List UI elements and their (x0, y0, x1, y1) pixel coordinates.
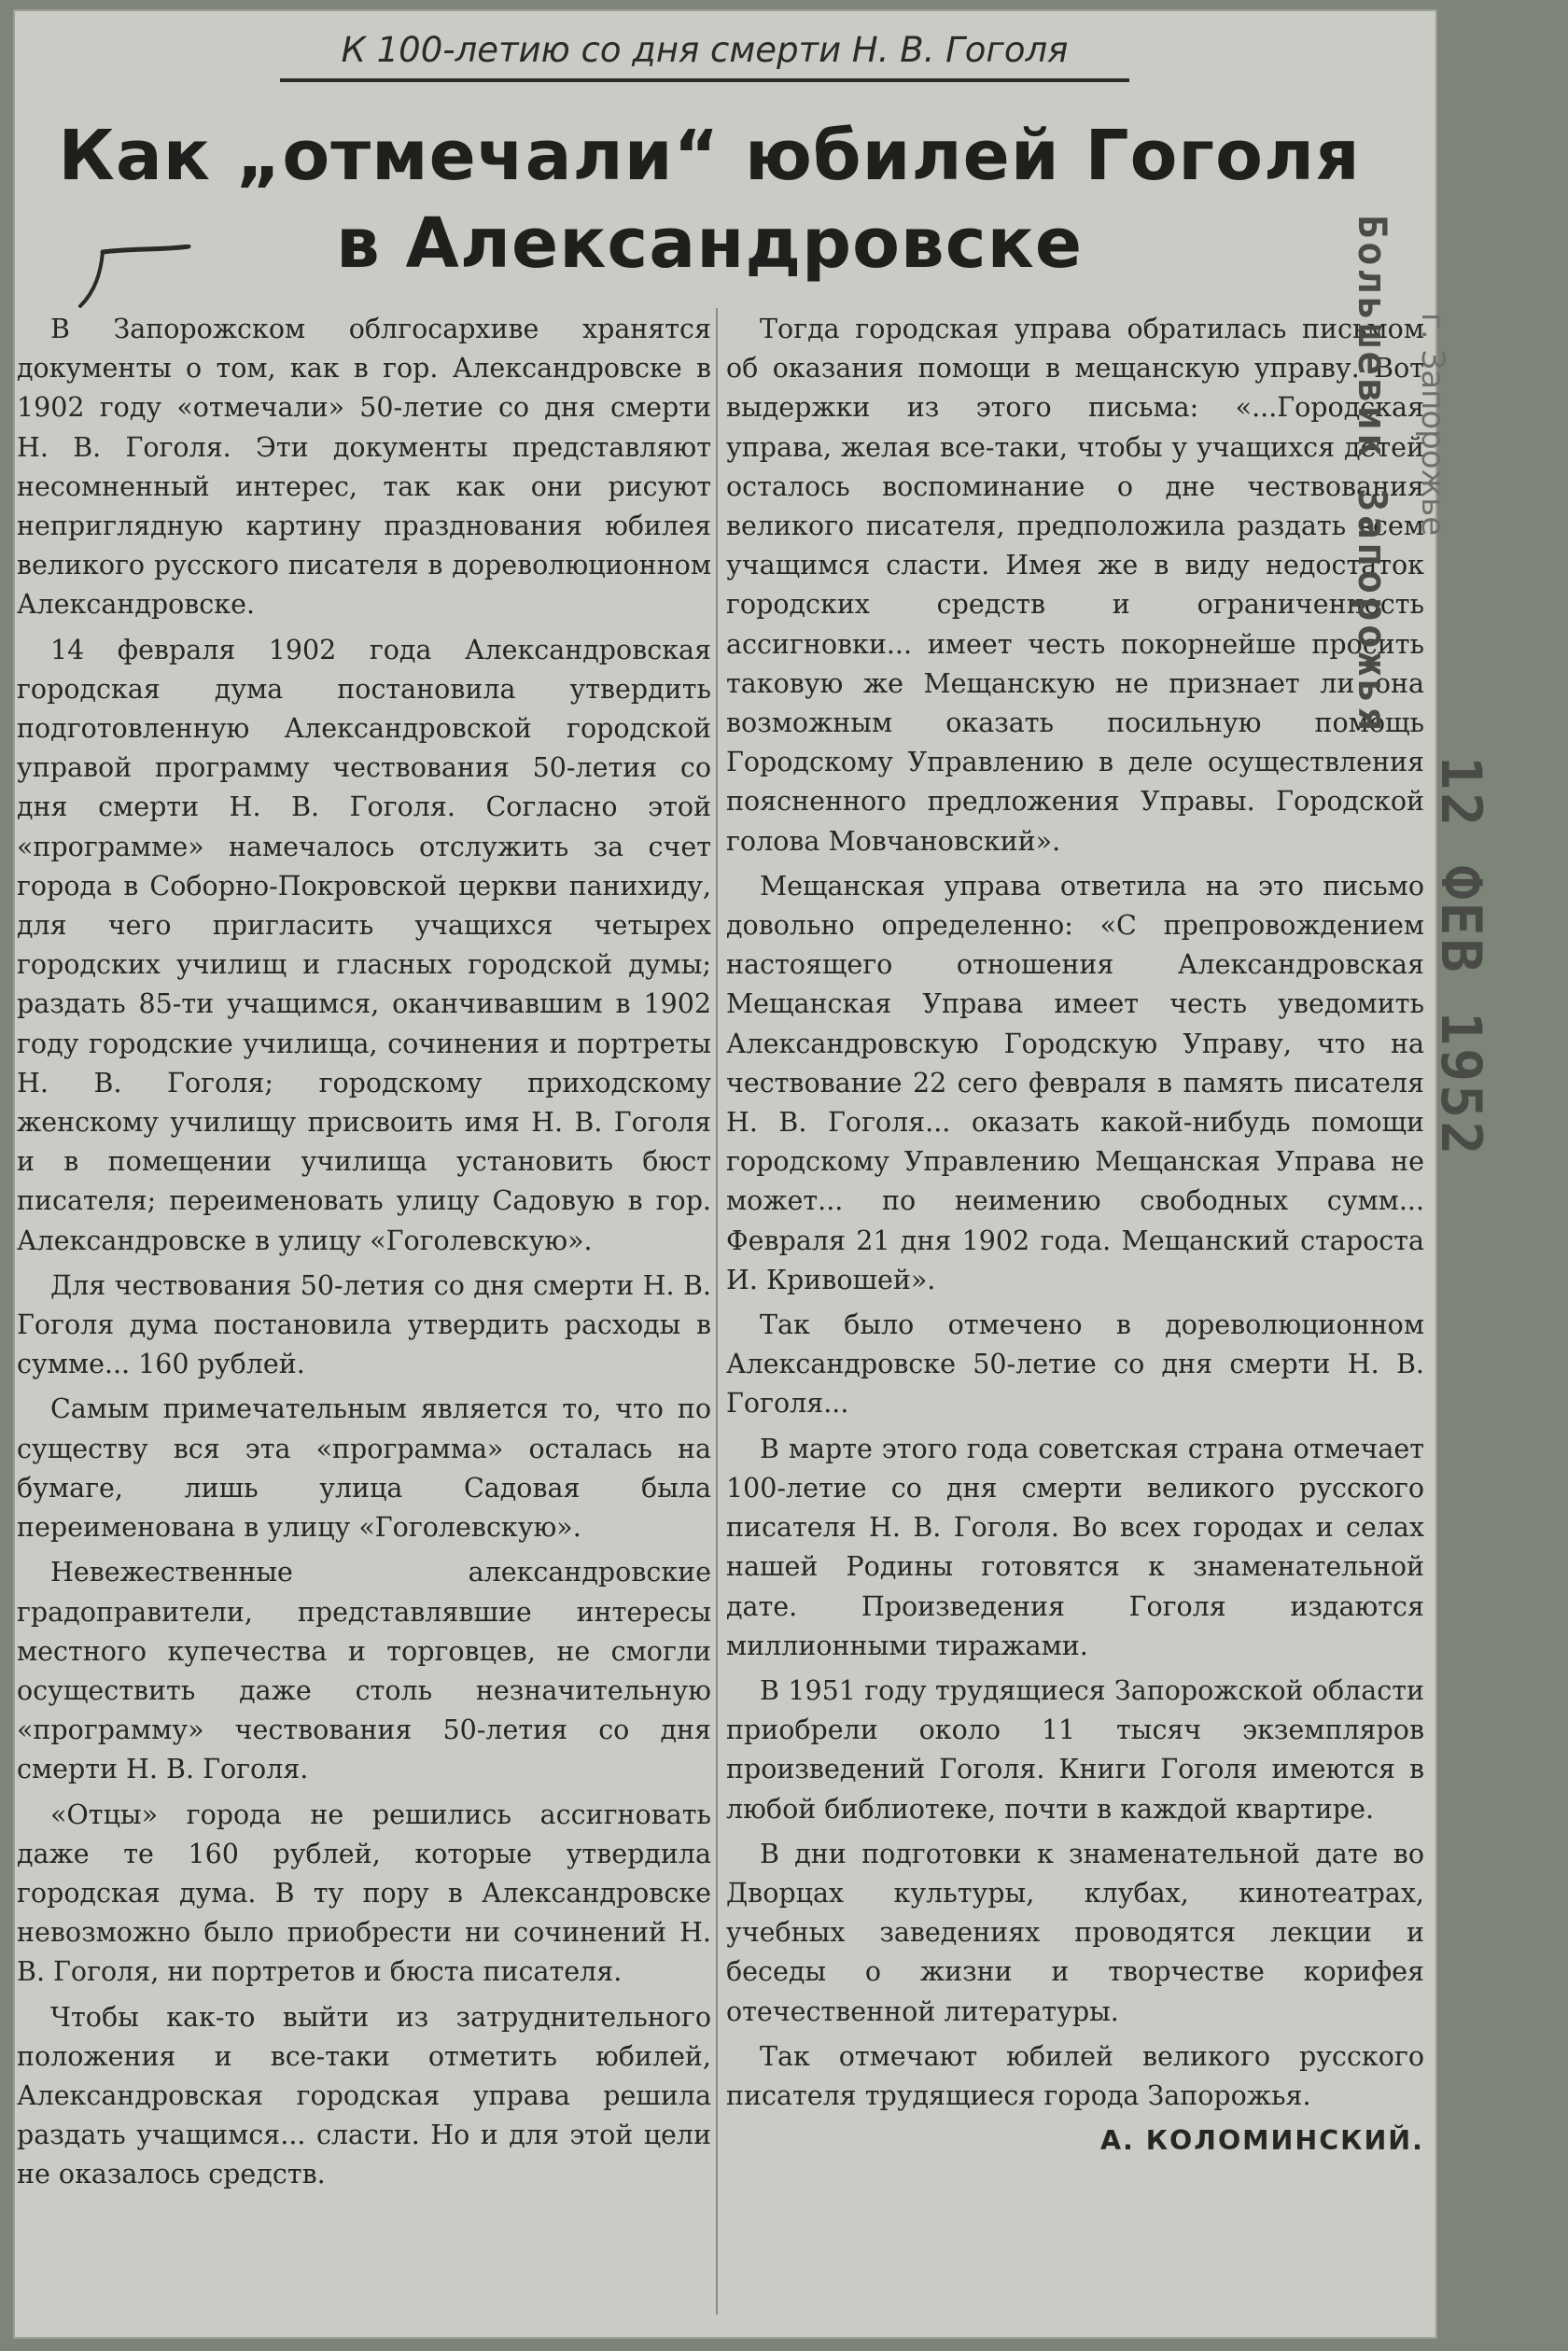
headline-line-1: Как „отмечали“ юбилей Гоголя (58, 116, 1361, 196)
source-city-stamp: г. Запорожье (1414, 313, 1451, 537)
column-divider (716, 308, 718, 2315)
paragraph: Самым примечательным является то, что по существу вся эта «программа» осталась на бумаге, лишь улица Садовая была переименована в улицу «Гоголевскую». (17, 1393, 711, 1544)
paragraph: В 1951 году трудящиеся Запорожской области приобрели около 11 тысяч экземпляров произведений Гоголя. Книги Гоголя имеются в любой библиотеке, почти в каждой квартире. (726, 1674, 1424, 1825)
paragraph: В дни подготовки к знаменательной дате во Дворцах культуры, клубах, кинотеатрах, учебных заведениях проводятся лекции и беседы о жизни и творчестве корифея отечественной литературы. (726, 1838, 1424, 2027)
author-signature: А. КОЛОМИНСКИЙ. (1099, 2125, 1424, 2157)
section-rubric: К 100-летию со дня смерти Н. В. Гоголя (341, 30, 1069, 70)
paragraph: В марте этого года советская страна отмечает 100-летие со дня смерти великого русского писателя Н. В. Гоголя. Во всех городах и селах нашей Родины готовятся к знаменательной дате. Произведения Гоголя издаются миллионными тиражами. (726, 1433, 1424, 1661)
article-headline (56, 112, 1363, 287)
headline-line-2: в Александровске (335, 203, 1084, 284)
handwritten-mark (75, 245, 196, 310)
paragraph: Чтобы как-то выйти из затруднительного положения и все-таки отметить юбилей, Александровская городская управа решила раздать учащимся... сласти. Но и для этой цели не оказалось средств. (17, 2001, 711, 2190)
source-stamp: Большевик Запорожья (1350, 215, 1395, 735)
paragraph: Тогда городская управа обратилась письмом об оказания помощи в мещанскую управу. Вот выдержки из этого письма: «...Городская управа, желая все-таки, чтобы у учащихся детей осталось воспоминание о дне чествования великого писателя, предположила раздать всем учащимся сласти. Имея же в виду недостаток городских средств и ограниченность ассигновки... имеет честь покорнейше просить таковую же Мещанскую не признает ли она возможным оказать посильную помощь Городскому Управлению в деле осуществления поясненного предложения Управы. Городской голова Мовчановский». (726, 314, 1424, 857)
paragraph: Невежественные александровские градоправители, представлявшие интересы местного купечества и торговцев, не смогли осуществить даже столь незначительную «программу» чествования 50-летия со дня смерти Н. В. Гоголя. (17, 1557, 711, 1785)
paragraph: Так отмечают юбилей великого русского писателя трудящиеся города Запорожья. (726, 2040, 1424, 2111)
paragraph: Так было отмечено в дореволюционном Александровске 50-летие со дня смерти Н. В. Гоголя... (726, 1309, 1424, 1420)
date-stamp: 12 ФЕВ 1952 (1428, 756, 1493, 1158)
paragraph: Мещанская управа ответила на это письмо довольно определенно: «С препровождением настоящего отношения Александровская Мещанская Управа имеет честь уведомить Александровскую Городскую Управу, что на чествование 22 сего февраля в память писателя Н. В. Гоголя... оказать какой-нибудь помощи городскому Управлению Мещанская Управа не может... по неимению свободных сумм... Февраля 21 дня 1902 года. Мещанский староста И. Кривошей». (726, 870, 1424, 1295)
rubric-underline (280, 78, 1129, 82)
paragraph: «Отцы» города не решились ассигновать даже те 160 рублей, которые утвердила городская дума. В ту пору в Александровске невозможно было приобрести ни сочинений Н. В. Гоголя, ни портретов и бюста писателя. (17, 1798, 711, 1988)
article-column-left (17, 310, 711, 2201)
paragraph: 14 февраля 1902 года Александровская городская дума постановила утвердить подготовленную Александровской городской управой программу чествования 50-летия со дня смерти Н. В. Гоголя. Согласно этой «программе» намечалось отслужить за счет города в Соборно-Покровской церкви панихиду, для чего пригласить учащихся четырех городских училищ и гласных городской думы; раздать 85-ти учащимся, оканчивавшим в 1902 году городские училища, сочинения и портреты Н. В. Гоголя; городскому приходскому женскому училищу присвоить имя Н. В. Гоголя и в помещении училища установить бюст писателя; переименовать улицу Садовую в гор. Александровске в улицу «Гоголевскую». (17, 634, 711, 1256)
paragraph: Для чествования 50-летия со дня смерти Н. В. Гоголя дума постановила утвердить расходы в сумме... 160 рублей. (17, 1269, 711, 1380)
paragraph: В Запорожском облгосархиве хранятся документы о том, как в гор. Александровске в 1902 году «отмечали» 50-летие со дня смерти Н. В. Гоголя. Эти документы представляют несомненный интерес, так как они рисуют неприглядную картину празднования юбилея великого русского писателя в дореволюционном Александровске. (17, 314, 711, 621)
article-column-right (726, 310, 1424, 2166)
